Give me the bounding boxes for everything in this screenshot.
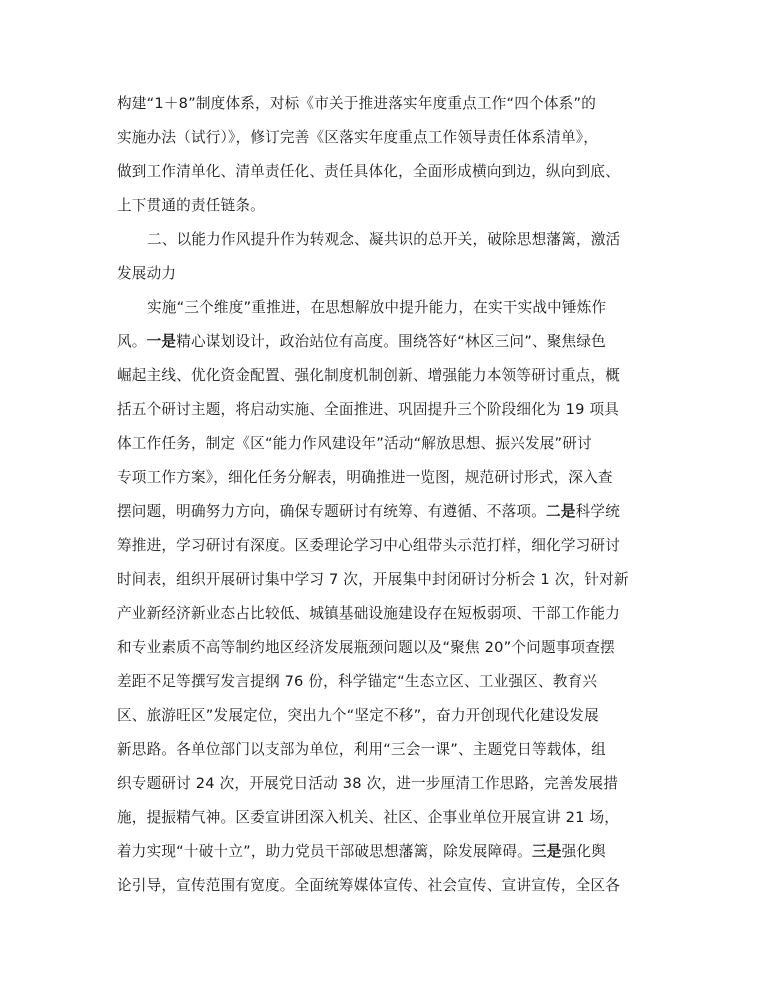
text-run: 着力实现“十破十立”，助力党员干部破思想藩篱，除发展障碍。 bbox=[117, 843, 532, 860]
bold-marker-first: 一是 bbox=[146, 333, 177, 350]
paragraph-2-line-15: 织专题研讨 24 次，开展党日活动 38 次，进一步厘清工作思路，完善发展措 bbox=[117, 775, 619, 792]
paragraph-2-line-3: 崛起主线、优化资金配置、强化制度机制创新、增强能力本领等研讨重点，概 bbox=[117, 367, 620, 384]
paragraph-2-line-14: 新思路。各单位部门以支部为单位，利用“三会一课”、主题党日等载体，组 bbox=[117, 741, 606, 758]
paragraph-2-line-2 bbox=[117, 330, 606, 354]
text-run: 精心谋划设计，政治站位有高度。围绕答好“林区三问”、聚焦绿色 bbox=[176, 333, 606, 350]
section-heading-line-1: 二、以能力作风提升作为转观念、凝共识的总开关，破除思想藩篱，激活 bbox=[147, 231, 621, 248]
paragraph-2-line-16: 施，提振精气神。区委宣讲团深入机关、社区、企事业单位开展宣讲 21 场， bbox=[117, 809, 620, 826]
paragraph-2-line-12: 差距不足等撰写发言提纲 76 份，科学锚定“生态立区、工业强区、教育兴 bbox=[117, 673, 598, 690]
paragraph-2-line-1: 实施“三个维度”重推进，在思想解放中提升能力，在实干实战中锤炼作 bbox=[147, 299, 607, 316]
bold-marker-second: 二是 bbox=[546, 503, 576, 520]
paragraph-2-line-9: 时间表，组织开展研讨集中学习 7 次，开展集中封闭研讨分析会 1 次，针对新 bbox=[117, 571, 629, 588]
paragraph-2-line-10: 产业新经济新业态占比较低、城镇基础设施建设存在短板弱项、干部工作能力 bbox=[117, 605, 620, 622]
paragraph-1-line-4: 上下贯通的责任链条。 bbox=[117, 197, 265, 214]
paragraph-1-line-1: 构建“1＋8”制度体系，对标《市关于推进落实年度重点工作“四个体系”的 bbox=[117, 95, 597, 112]
paragraph-2-line-13: 区、旅游旺区”发展定位，突出九个“坚定不移”，奋力开创现代化建设发展 bbox=[117, 707, 599, 724]
paragraph-2-line-18: 论引导，宣传范围有宽度。全面统筹媒体宣传、社会宣传、宣讲宣传，全区各 bbox=[117, 877, 620, 894]
paragraph-1-line-3: 做到工作清单化、清单责任化、责任具体化，全面形成横向到边，纵向到底、 bbox=[117, 163, 620, 180]
paragraph-2-line-4: 括五个研讨主题，将启动实施、全面推进、巩固提升三个阶段细化为 19 项具 bbox=[117, 401, 620, 418]
bold-marker-third: 三是 bbox=[531, 843, 562, 860]
text-run: 强化舆 bbox=[561, 843, 606, 860]
paragraph-2-line-11: 和专业素质不高等制约地区经济发展瓶颈问题以及“聚焦 20”个问题事项查摆 bbox=[117, 639, 615, 656]
paragraph-2-line-5: 体工作任务，制定《区“能力作风建设年”活动“解放思想、振兴发展”研讨 bbox=[117, 435, 592, 452]
text-run: 摆问题，明确努力方向，确保专题研讨有统筹、有遵循、不落项。 bbox=[117, 503, 547, 520]
text-run: 风。 bbox=[117, 333, 147, 350]
text-run: 科学统 bbox=[575, 503, 621, 520]
paragraph-2-line-7 bbox=[117, 500, 620, 524]
section-heading-line-2: 发展动力 bbox=[117, 265, 177, 282]
paragraph-2-line-6: 专项工作方案》，细化任务分解表，明确推进一览图，规范研讨形式，深入查 bbox=[117, 469, 613, 486]
paragraph-2-line-8: 筹推进，学习研讨有深度。区委理论学习中心组带头示范打样，细化学习研讨 bbox=[117, 537, 620, 554]
paragraph-2-line-17 bbox=[117, 840, 606, 864]
paragraph-1-line-2: 实施办法（试行）》，修订完善《区落实年度重点工作领导责任体系清单》， bbox=[117, 129, 599, 146]
